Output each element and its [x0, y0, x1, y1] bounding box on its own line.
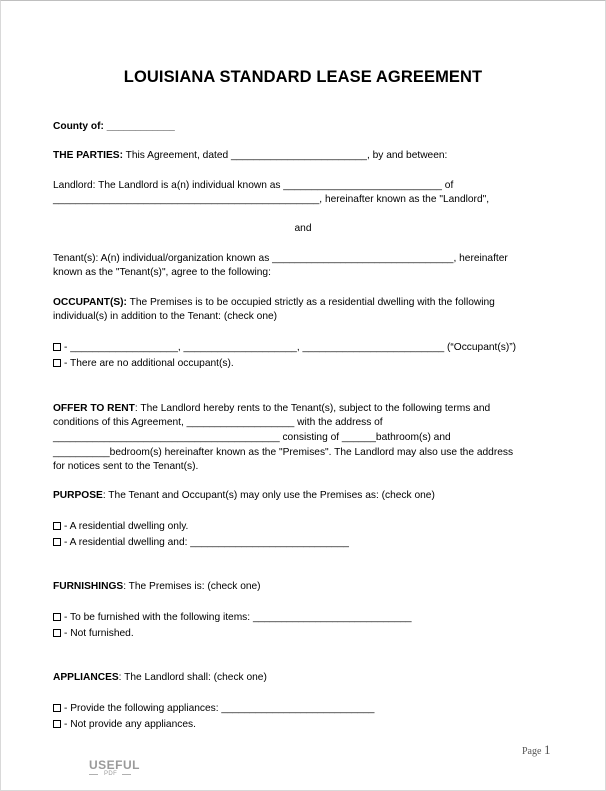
occupants-line-1: [53, 296, 495, 310]
offer-line-2[interactable]: conditions of this Agreement, ___________________ with the address of: [53, 417, 383, 428]
furnishings-option-2-text: - Not furnished.: [64, 628, 134, 639]
tenant-line-2: known as the "Tenant(s)", agree to the following:: [53, 267, 271, 278]
purpose-option-2[interactable]: [53, 536, 349, 550]
logo-rule-left: [89, 774, 98, 775]
county-field[interactable]: ____________: [106, 121, 175, 132]
checkbox-icon[interactable]: [53, 720, 61, 728]
furnishings-option-1-text[interactable]: - To be furnished with the following items: ____________________________: [64, 612, 412, 623]
furnishings-text: : The Premises is: (check one): [123, 581, 261, 592]
purpose-heading: PURPOSE: [53, 490, 103, 501]
appliances-option-1[interactable]: [53, 702, 374, 716]
occupants-option-1-text[interactable]: - ___________________, ____________________, _________________________ (“Occupant(s)”): [64, 342, 517, 353]
usefulpdf-logo: [89, 758, 140, 780]
appliances-option-2-text: - Not provide any appliances.: [64, 719, 196, 730]
appliances-text: : The Landlord shall: (check one): [118, 672, 267, 683]
offer-line-4[interactable]: __________bedroom(s) hereinafter known as the "Premises". The Landlord may also use the address: [53, 447, 514, 458]
offer-line-3[interactable]: ________________________________________ consisting of ______bathroom(s) and: [53, 432, 451, 443]
parties-text[interactable]: This Agreement, dated ________________________, by and between:: [123, 150, 448, 161]
county-line: [53, 120, 175, 134]
furnishings-line: [53, 580, 261, 594]
page-number: [522, 742, 550, 758]
occupants-text: The Premises is to be occupied strictly as a residential dwelling with the following: [126, 297, 495, 308]
appliances-option-2[interactable]: [53, 718, 196, 732]
tenant-line-1[interactable]: Tenant(s): A(n) individual/organization known as ________________________________, hereinafter: [53, 253, 508, 264]
landlord-line-1[interactable]: Landlord: The Landlord is a(n) individual known as ____________________________ of: [53, 180, 454, 191]
purpose-line: [53, 489, 435, 503]
document-title: LOUISIANA STANDARD LEASE AGREEMENT: [123, 68, 483, 86]
appliances-heading: APPLIANCES: [53, 672, 119, 683]
furnishings-option-2[interactable]: [53, 627, 134, 641]
logo-name: USEFUL: [89, 758, 140, 772]
furnishings-heading: FURNISHINGS: [53, 581, 124, 592]
occupants-option-2-text: - There are no additional occupant(s).: [64, 358, 234, 369]
furnishings-option-1[interactable]: [53, 611, 412, 625]
page-label: Page: [522, 746, 544, 757]
purpose-option-1-text: - A residential dwelling only.: [64, 521, 189, 532]
appliances-option-1-text[interactable]: - Provide the following appliances: ___________________________: [64, 703, 375, 714]
purpose-option-1[interactable]: [53, 520, 188, 534]
county-label: County of:: [53, 121, 104, 132]
checkbox-icon[interactable]: [53, 538, 61, 546]
purpose-option-2-text[interactable]: - A residential dwelling and: ____________________________: [64, 537, 349, 548]
occupants-option-1[interactable]: [53, 341, 516, 355]
occupants-option-2[interactable]: [53, 357, 234, 371]
logo-sub: PDF: [104, 771, 118, 777]
checkbox-icon[interactable]: [53, 704, 61, 712]
parties-heading: THE PARTIES:: [53, 150, 123, 161]
occupants-heading: OCCUPANT(S):: [53, 297, 127, 308]
checkbox-icon[interactable]: [53, 359, 61, 367]
offer-line-1: [53, 402, 490, 416]
occupants-line-2: individual(s) in addition to the Tenant: (check one): [53, 311, 278, 322]
and-text: and: [294, 223, 312, 234]
parties-line: [53, 149, 447, 163]
checkbox-icon[interactable]: [53, 629, 61, 637]
logo-rule-right: [122, 774, 131, 775]
page-number-value: 1: [543, 742, 551, 757]
checkbox-icon[interactable]: [53, 522, 61, 530]
landlord-line-2[interactable]: _______________________________________________, hereinafter known as the "Landlord",: [53, 194, 490, 205]
offer-text-1: : The Landlord hereby rents to the Tenant(s), subject to the following terms and: [134, 403, 491, 414]
offer-heading: OFFER TO RENT: [53, 403, 135, 414]
offer-line-5: for notices sent to the Tenant(s).: [53, 461, 199, 472]
checkbox-icon[interactable]: [53, 343, 61, 351]
appliances-line: [53, 671, 267, 685]
purpose-text: : The Tenant and Occupant(s) may only use the Premises as: (check one): [102, 490, 435, 501]
checkbox-icon[interactable]: [53, 613, 61, 621]
